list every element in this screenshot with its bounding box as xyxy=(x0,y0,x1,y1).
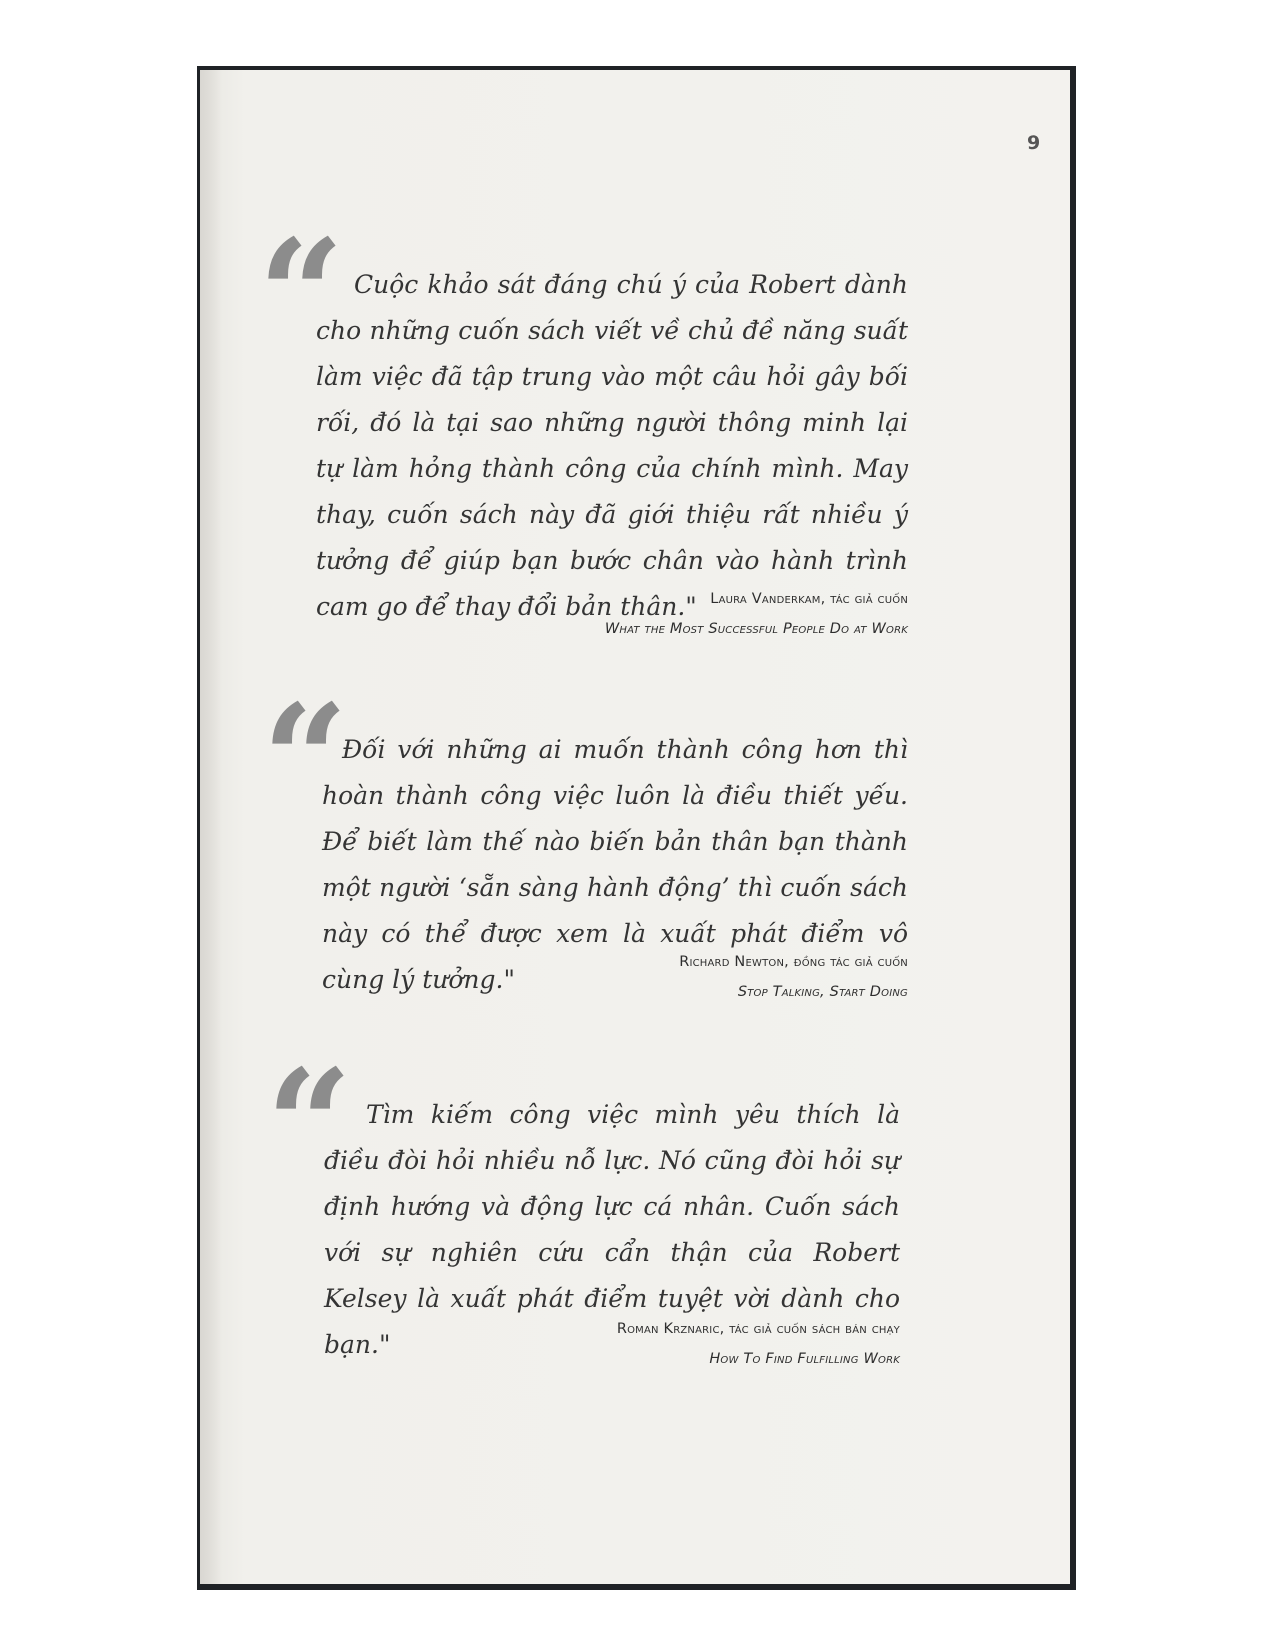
attribution-work-title: How To Find Fulfilling Work xyxy=(709,1351,900,1367)
testimonial-2 xyxy=(262,672,912,1025)
testimonial-3 xyxy=(266,1037,916,1390)
attribution-author: Richard Newton, đồng tác giả cuốn xyxy=(679,954,908,970)
testimonial-text: Tìm kiếm công việc mình yêu thích là điều đòi hỏi nhiều nỗ lực. Nó cũng đòi hỏi sự định hướng và động lực cá nhân. Cuốn sách với sự nghiên cứu cẩn thận của Robert Kelsey là xuất phát điểm tuyệt vời dành cho bạn." xyxy=(324,1100,900,1359)
testimonial-attribution xyxy=(262,947,908,1007)
quote-mark-icon: “ xyxy=(258,207,331,383)
testimonial-attribution xyxy=(258,584,908,644)
attribution-work-title: Stop Talking, Start Doing xyxy=(737,984,908,1000)
testimonial-text: Đối với những ai muốn thành công hơn thì hoàn thành công việc luôn là điều thiết yếu. Để biết làm thế nào biến bản thân bạn thành một người ‘sẵn sàng hành động’ thì cuốn sách này có thể được xem là xuất phát điểm vô cùng lý tưởng." xyxy=(322,735,908,994)
attribution-author: Roman Krznaric, tác giả cuốn sách bán chạy xyxy=(616,1321,900,1337)
book-page xyxy=(200,70,1070,1584)
testimonial-1 xyxy=(258,207,908,720)
quote-mark-icon: “ xyxy=(266,1037,339,1213)
testimonial-text: Cuộc khảo sát đáng chú ý của Robert dành cho những cuốn sách viết về chủ đề năng suất làm việc đã tập trung vào một câu hỏi gây bối rối, đó là tại sao những người thông minh lại tự làm hỏng thành công của chính mình. May thay, cuốn sách này đã giới thiệu rất nhiều ý tưởng để giúp bạn bước chân vào hành trình cam go để thay đổi bản thân." xyxy=(316,270,908,621)
quote-mark-icon: “ xyxy=(262,672,335,848)
page-number: 9 xyxy=(1027,132,1041,154)
gutter-shadow xyxy=(200,70,222,1584)
testimonial-attribution xyxy=(266,1314,900,1374)
attribution-author: Laura Vanderkam, tác giả cuốn xyxy=(710,591,908,607)
attribution-work-title: What the Most Successful People Do at Work xyxy=(604,621,908,637)
